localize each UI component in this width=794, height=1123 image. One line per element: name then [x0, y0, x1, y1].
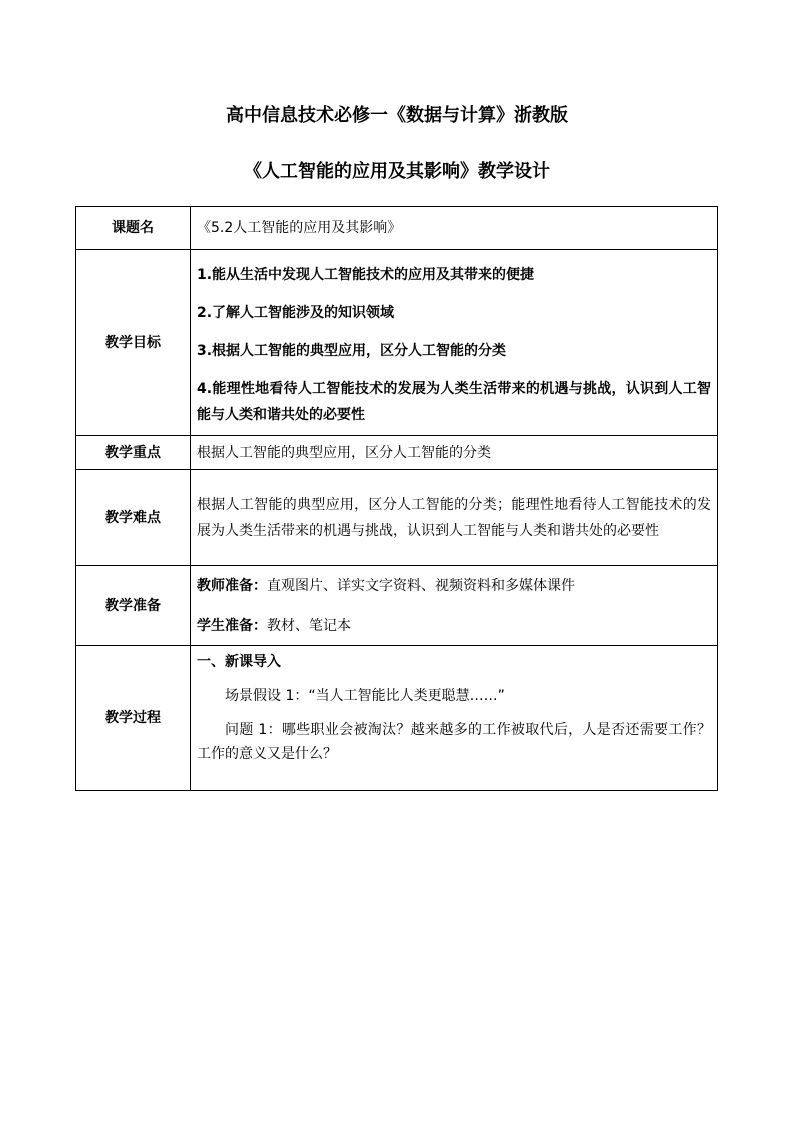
- student-preparation-label: 学生准备：: [197, 617, 267, 634]
- teacher-preparation-value: 直观图片、详实文字资料、视频资料和多媒体课件: [267, 577, 575, 594]
- process-scenario: 场景假设 1：“当人工智能比人类更聪慧……”: [225, 688, 505, 704]
- teacher-preparation-label: 教师准备：: [197, 577, 267, 594]
- preparation-label: 教学准备: [76, 566, 191, 646]
- lesson-plan-table: [75, 206, 718, 791]
- goal-item-4: 4.能理性地看待人工智能技术的发展为人类生活带来的机遇与挑战，认识到人工智能与人类和谐共处的必要性: [197, 380, 711, 423]
- table-row-course-name: [76, 207, 718, 250]
- table-row-key-points: [76, 436, 718, 470]
- process-label: 教学过程: [76, 646, 191, 791]
- goal-item-1: 1.能从生活中发现人工智能技术的应用及其带来的便捷: [197, 266, 535, 283]
- document-title-line-2: 《人工智能的应用及其影响》教学设计: [244, 161, 550, 182]
- key-points-value: 根据人工智能的典型应用，区分人工智能的分类: [191, 436, 718, 470]
- teacher-preparation: [197, 575, 711, 597]
- course-name-label: 课题名: [76, 207, 191, 250]
- process-content: [191, 646, 718, 791]
- goals-content: [191, 250, 718, 436]
- table-row-difficulties: [76, 470, 718, 566]
- process-section-title: 一、新课导入: [197, 654, 281, 670]
- goal-item-2: 2.了解人工智能涉及的知识领域: [197, 304, 395, 321]
- course-name-value: 《5.2人工智能的应用及其影响》: [191, 207, 718, 250]
- table-row-goals: [76, 250, 718, 436]
- goals-label: 教学目标: [76, 250, 191, 436]
- table-row-preparation: [76, 566, 718, 646]
- document-title-line-1: 高中信息技术必修一《数据与计算》浙教版: [226, 105, 568, 126]
- preparation-content: [191, 566, 718, 646]
- table-row-process: [76, 646, 718, 791]
- student-preparation: [197, 615, 711, 637]
- difficulties-value: [191, 470, 718, 566]
- process-question: 问题 1：哪些职业会被淘汰？越来越多的工作被取代后，人是否还需要工作？工作的意义又是什么？: [197, 722, 711, 762]
- difficulties-text: 根据人工智能的典型应用，区分人工智能的分类；能理性地看待人工智能技术的发展为人类生活带来的机遇与挑战，认识到人工智能与人类和谐共处的必要性: [197, 496, 711, 539]
- difficulties-label: 教学难点: [76, 470, 191, 566]
- student-preparation-value: 教材、笔记本: [267, 617, 351, 634]
- goal-item-3: 3.根据人工智能的典型应用，区分人工智能的分类: [197, 342, 507, 359]
- key-points-label: 教学重点: [76, 436, 191, 470]
